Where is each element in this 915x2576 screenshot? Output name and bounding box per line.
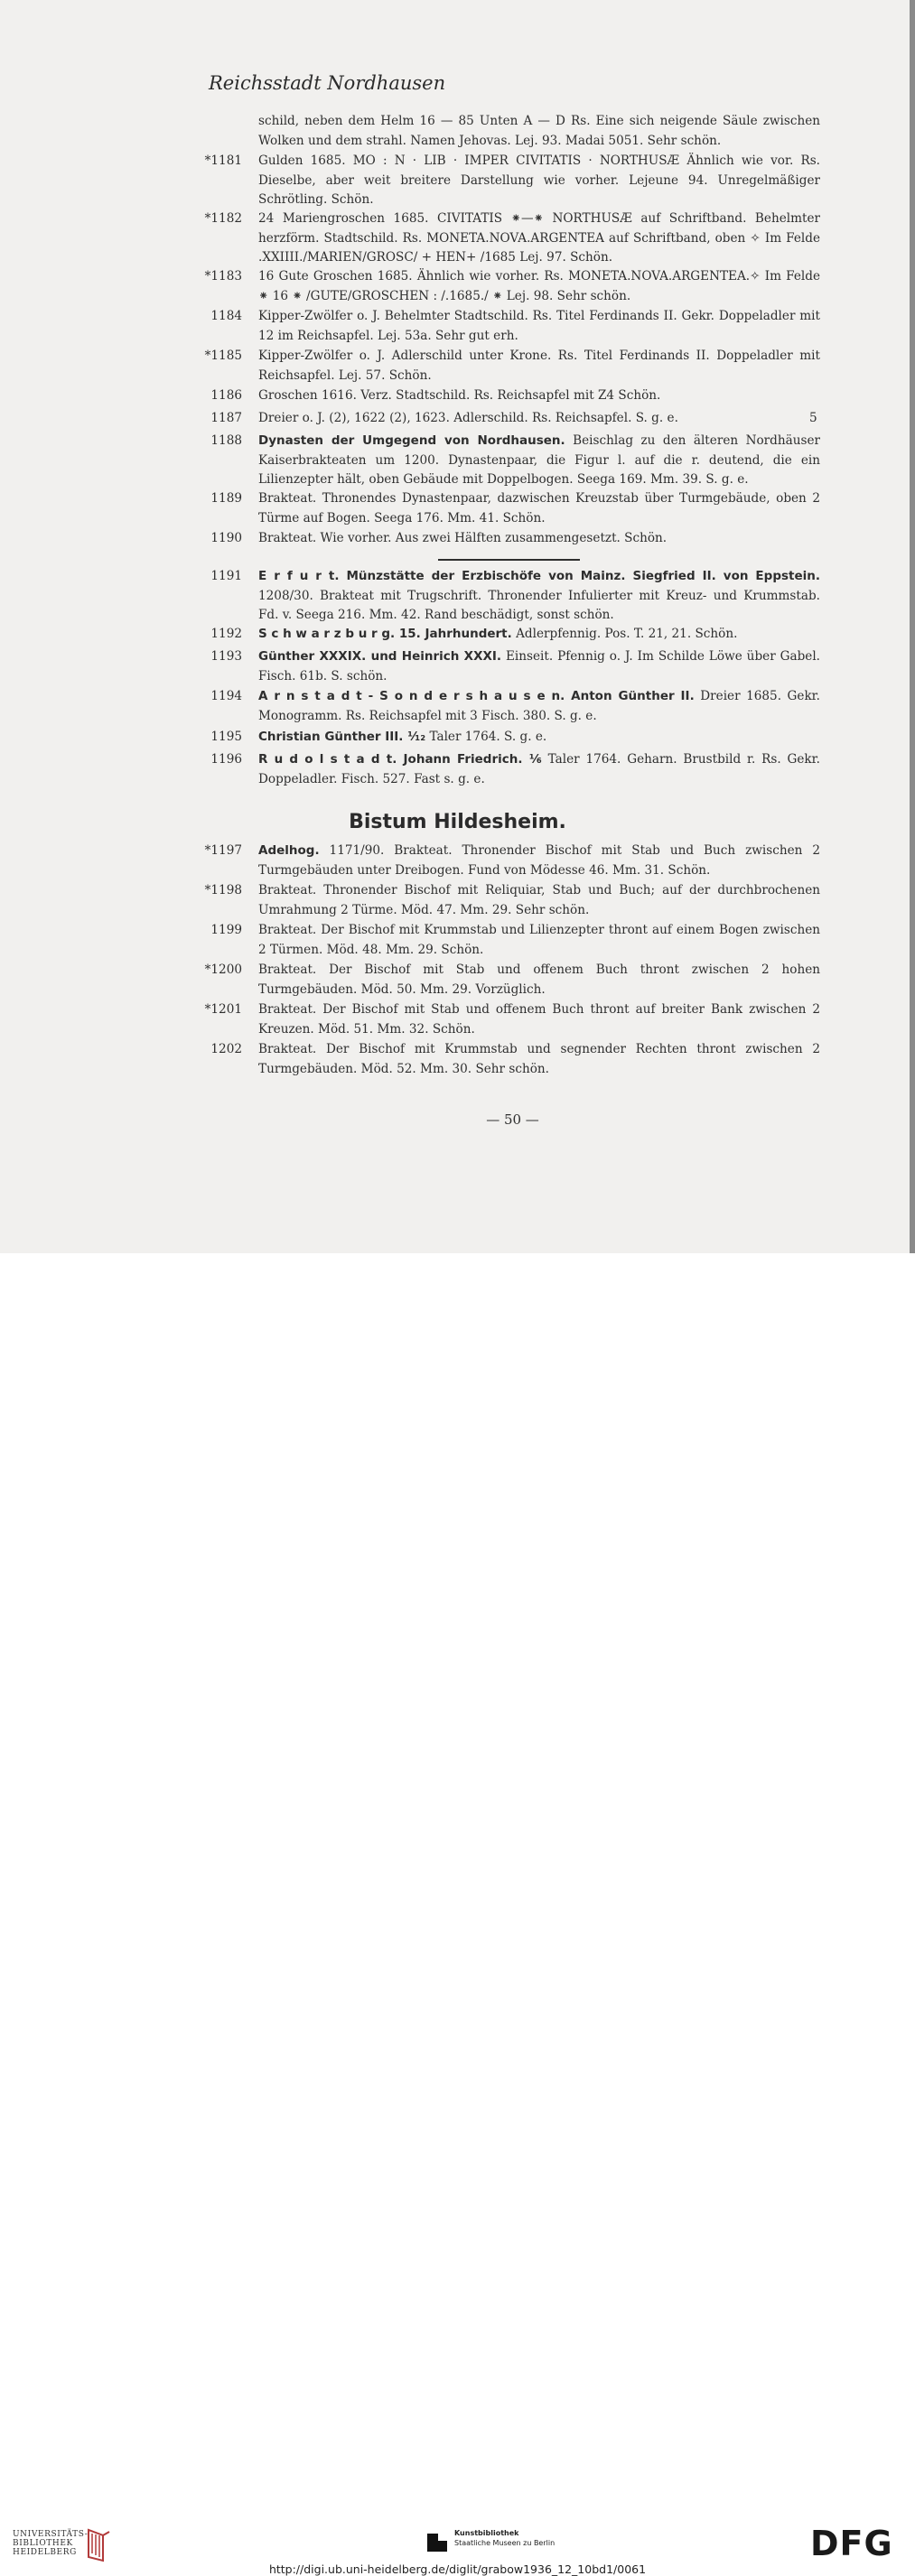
- entry-number: *1198: [204, 883, 242, 897]
- entry-number: *1185: [204, 349, 242, 363]
- running-head: Reichsstadt Nordhausen: [209, 72, 446, 94]
- entry-description: 16 Gute Groschen 1685. Ähnlich wie vorher. Rs. MONETA.NOVA.ARGENTEA.✧ Im Felde ⁕ 16 ⁕ /GUTE/GROSCHEN : /.1685./ ⁕ Lej. 98. Sehr schön.: [258, 269, 820, 303]
- entry-description: Brakteat. Der Bischof mit Krummstab und segnender Rechten thront zwischen 2 Turmgebäuden. Möd. 52. Mm. 30. Sehr schön.: [258, 1042, 820, 1076]
- entry-number: 1191: [210, 569, 242, 583]
- entry-number: *1197: [204, 843, 242, 858]
- entry-number: *1201: [204, 1002, 242, 1017]
- kb-line-2: Staatliche Museen zu Berlin: [454, 2539, 556, 2547]
- entry-number: 1184: [210, 309, 242, 323]
- entry-description: 24 Mariengroschen 1685. CIVITATIS ⁕—⁕ NORTHUSÆ auf Schriftband. Behelmter herzförm. Stadtschild. Rs. MONETA.NOVA.ARGENTEA auf Schriftband, oben ✧ Im Felde .XXIIII./MARIEN/GROSC/ + HEN+ /1685 Lej. 97. Schön.: [258, 211, 820, 265]
- entry-heading: R u d o l s t a d t. Johann Friedrich. ¹⁄₆: [258, 752, 542, 767]
- entry-heading: Dynasten der Umgegend von Nordhausen.: [258, 433, 565, 448]
- entry-text: [258, 728, 820, 748]
- entry-number: 1199: [210, 923, 242, 937]
- ub-heidelberg-logo-icon: [85, 2526, 112, 2562]
- entry-description: Groschen 1616. Verz. Stadtschild. Rs. Reichsapfel mit Z4 Schön.: [258, 388, 661, 403]
- entry-description: Beischlag zu den älteren Nordhäuser Kaiserbrakteaten um 1200. Dynastenpaar, die Figur l. auf die r. deutend, die ein Lilienzepter hält, oben Gebäude mit Doppelbogen. Seega 169. Mm. 39. S. g. e.: [258, 433, 820, 487]
- entry-description: Gulden 1685. MO : N · LIB · IMPER CIVITATIS · NORTHUSÆ Ähnlich wie vor. Rs. Dieselbe, aber weit breitere Darstellung wie vorher. Lejeune 94. Unregelmäßiger Schrötling. Schön.: [258, 153, 820, 207]
- entry-description: Einseit. Pfennig o. J. Im Schilde Löwe über Gabel. Fisch. 61b. S. schön.: [258, 649, 820, 684]
- entry-heading: Christian Günther III. ¹⁄₁₂: [258, 730, 426, 744]
- entry-description: Kipper-Zwölfer o. J. Adlerschild unter Krone. Rs. Titel Ferdinands II. Doppeladler mit Reichsapfel. Lej. 57. Schön.: [258, 349, 820, 383]
- entry-text: [258, 567, 820, 626]
- entry-number: *1200: [204, 963, 242, 977]
- scanned-page: [0, 0, 915, 1253]
- ub-line-1: UNIVERSITÄTS-: [13, 2530, 89, 2539]
- entry-description: Taler 1764. Geharn. Brustbild r. Rs. Gekr. Doppeladler. Fisch. 527. Fast s. g. e.: [258, 752, 820, 786]
- entry-description: 1171/90. Brakteat. Thronender Bischof mit Stab und Buch zwischen 2 Turmgebäuden unter Dreibogen. Fund von Mödesse 46. Mm. 31. Schön.: [258, 843, 820, 878]
- entry-text: [258, 489, 820, 528]
- entry-text: [258, 961, 820, 1000]
- entry-heading: Günther XXXIX. und Heinrich XXXI.: [258, 649, 502, 664]
- entry-number: *1183: [204, 269, 242, 284]
- entry-text: [258, 1040, 820, 1079]
- entry-text: [258, 625, 820, 645]
- ub-line-3: HEIDELBERG: [13, 2548, 77, 2557]
- entry-heading: A r n s t a d t - S o n d e r s h a u s e n. Anton Günther II.: [258, 689, 695, 703]
- entry-number: 1194: [210, 689, 242, 703]
- ub-line-2: BIBLIOTHEK: [13, 2539, 73, 2548]
- dfg-logo: DFG: [810, 2524, 893, 2563]
- entry-description: Adlerpfennig. Pos. T. 21, 21. Schön.: [516, 627, 738, 641]
- kb-line-1: Kunstbibliothek: [454, 2529, 519, 2537]
- entry-description: Brakteat. Thronender Bischof mit Reliquiar, Stab und Buch; auf der durchbrochenen Umrahmung 2 Türme. Möd. 47. Mm. 29. Sehr schön.: [258, 883, 820, 917]
- entry-text: [258, 307, 820, 346]
- page-number: — 50 —: [486, 1111, 539, 1128]
- entry-description: Dreier o. J. (2), 1622 (2), 1623. Adlerschild. Rs. Reichsapfel. S. g. e.: [258, 411, 678, 425]
- entry-heading: E r f u r t. Münzstätte der Erzbischöfe von Mainz. Siegfried II. von Eppstein.: [258, 569, 820, 583]
- entry-text: [258, 529, 820, 549]
- entry-text: [258, 921, 820, 960]
- entry-description: Dreier 1685. Gekr. Monogramm. Rs. Reichsapfel mit 3 Fisch. 380. S. g. e.: [258, 689, 821, 723]
- entry-description: schild, neben dem Helm 16 — 85 Unten A — D Rs. Eine sich neigende Säule zwischen Wolken und dem strahl. Namen Jehovas. Lej. 93. Madai 5051. Sehr schön.: [258, 114, 820, 148]
- entry-text: [258, 152, 820, 210]
- entry-description: Brakteat. Thronendes Dynastenpaar, dazwischen Kreuzstab über Turmgebäude, oben 2 Türme auf Bogen. Seega 176. Mm. 41. Schön.: [258, 491, 820, 525]
- entry-text: [258, 1000, 820, 1039]
- footer: [0, 1253, 915, 2576]
- entry-description: Brakteat. Der Bischof mit Stab und offenem Buch thront auf breiter Bank zwischen 2 Kreuzen. Möd. 51. Mm. 32. Schön.: [258, 1002, 820, 1037]
- entry-number: *1181: [204, 153, 242, 168]
- entry-number: 1186: [210, 388, 242, 403]
- kunstbibliothek-text: [454, 2528, 555, 2548]
- entry-text: [258, 647, 820, 686]
- entry-text: [258, 409, 820, 429]
- entry-text: [258, 881, 820, 920]
- entry-number: 1196: [210, 752, 242, 767]
- section-divider: [438, 559, 580, 561]
- entry-text: [258, 432, 820, 490]
- entry-heading: S c h w a r z b u r g. 15. Jahrhundert.: [258, 627, 512, 641]
- entry-description: Kipper-Zwölfer o. J. Behelmter Stadtschild. Rs. Titel Ferdinands II. Gekr. Doppeladler mit 12 im Reichsapfel. Lej. 53a. Sehr gut erh.: [258, 309, 820, 343]
- entry-text: [258, 209, 820, 268]
- entry-heading: Adelhog.: [258, 843, 320, 858]
- entry-text: [258, 267, 820, 306]
- entry-number: 1202: [210, 1042, 242, 1056]
- entry-number: 1187: [210, 411, 242, 425]
- entry-number: 1195: [210, 730, 242, 744]
- section-heading: Bistum Hildesheim.: [349, 811, 566, 833]
- entry-text: [258, 687, 820, 726]
- kunstbibliothek-logo-icon: [425, 2530, 449, 2553]
- page-edge: [910, 0, 915, 1253]
- entry-number: 1189: [210, 491, 242, 506]
- entry-text: [258, 386, 820, 406]
- entry-number: 1190: [210, 531, 242, 545]
- entry-text: [258, 347, 820, 386]
- entry-price: 5: [809, 411, 817, 425]
- entry-text: [258, 112, 820, 151]
- entry-number: *1182: [204, 211, 242, 226]
- permalink-url[interactable]: http://digi.ub.uni-heidelberg.de/diglit/grabow1936_12_10bd1/0061: [268, 2562, 647, 2576]
- entry-number: 1192: [210, 627, 242, 641]
- entry-description: Taler 1764. S. g. e.: [429, 730, 547, 744]
- entry-description: Brakteat. Wie vorher. Aus zwei Hälften zusammengesetzt. Schön.: [258, 531, 668, 545]
- ub-heidelberg-text: [13, 2530, 88, 2557]
- entry-number: 1188: [210, 433, 242, 448]
- entry-number: 1193: [210, 649, 242, 664]
- entry-text: [258, 750, 820, 789]
- entry-description: 1208/30. Brakteat mit Trugschrift. Thronender Infulierter mit Kreuz- und Krummstab. Fd. v. Seega 216. Mm. 42. Rand beschädigt, sonst schön.: [258, 588, 820, 622]
- entry-description: Brakteat. Der Bischof mit Krummstab und Lilienzepter thront auf einem Bogen zwischen 2 Türmen. Möd. 48. Mm. 29. Schön.: [258, 923, 820, 957]
- entry-text: [258, 842, 820, 880]
- entry-description: Brakteat. Der Bischof mit Stab und offenem Buch thront zwischen 2 hohen Turmgebäuden. Möd. 50. Mm. 29. Vorzüglich.: [258, 963, 820, 997]
